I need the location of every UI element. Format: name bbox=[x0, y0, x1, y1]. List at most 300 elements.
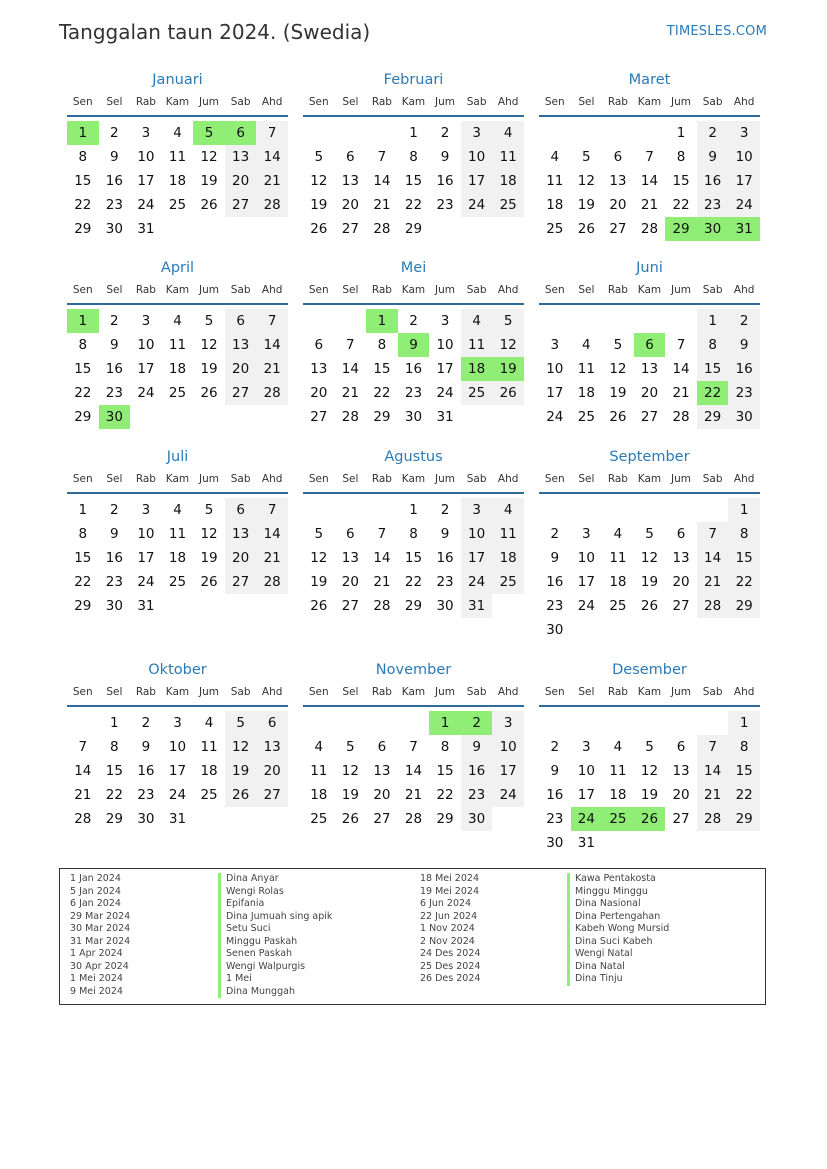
day-cell: 21 bbox=[404, 787, 423, 803]
day-cell: 2 bbox=[739, 313, 749, 329]
day-cell: 12 bbox=[200, 526, 218, 542]
weekday-header: Sen bbox=[72, 686, 93, 698]
weekday-header: Sen bbox=[308, 96, 329, 108]
day-cell: 20 bbox=[672, 574, 690, 590]
day-cell: 21 bbox=[373, 574, 391, 590]
day-cell: 13 bbox=[341, 173, 359, 189]
weekday-header: Ahd bbox=[261, 96, 283, 108]
weekday-header: Sen bbox=[72, 473, 93, 485]
day-cell: 30 bbox=[404, 409, 423, 425]
month-header-rule bbox=[303, 492, 524, 494]
weekday-header: Sab bbox=[702, 96, 723, 108]
weekday-header: Ahd bbox=[261, 473, 283, 485]
legend-date: 2 Nov 2024 bbox=[420, 935, 475, 947]
day-cell: 28 bbox=[672, 409, 690, 425]
legend-date: 24 Des 2024 bbox=[420, 948, 481, 959]
day-cell: 24 bbox=[468, 574, 486, 590]
day-cell: 14 bbox=[404, 763, 423, 779]
legend-holiday-name: Wengi Natal bbox=[567, 948, 669, 961]
day-cell: 24 bbox=[436, 385, 454, 401]
day-cell: 14 bbox=[341, 361, 359, 377]
day-cell: 8 bbox=[78, 526, 88, 542]
legend-holiday-name: Wengi Rolas bbox=[218, 886, 332, 899]
day-cell: 28 bbox=[373, 598, 391, 614]
day-cell: 13 bbox=[232, 526, 250, 542]
day-cell: 10 bbox=[735, 149, 753, 165]
holiday-day-cell: 1 bbox=[67, 121, 99, 145]
day-cell: 10 bbox=[468, 526, 486, 542]
weekday-header: Jum bbox=[199, 473, 220, 485]
legend-holiday-name: Dina Pertengahan bbox=[567, 911, 669, 924]
legend-date: 18 Mei 2024 bbox=[420, 873, 479, 884]
day-cell: 12 bbox=[609, 361, 627, 377]
day-cell: 19 bbox=[200, 550, 218, 566]
day-cell: 9 bbox=[440, 149, 450, 165]
day-cell: 25 bbox=[499, 197, 517, 213]
day-cell: 5 bbox=[645, 739, 654, 755]
day-cell: 8 bbox=[676, 149, 686, 165]
legend-date: 22 Jun 2024 bbox=[420, 910, 478, 922]
day-cell: 1 bbox=[409, 125, 418, 141]
day-cell: 2 bbox=[110, 125, 119, 141]
day-cell: 19 bbox=[310, 574, 328, 590]
day-cell: 6 bbox=[346, 149, 355, 165]
day-cell: 4 bbox=[173, 125, 182, 141]
month-name: Maret bbox=[628, 72, 671, 88]
holiday-day-cell: 2 bbox=[461, 711, 493, 735]
day-cell: 3 bbox=[173, 715, 182, 731]
day-cell: 8 bbox=[739, 739, 749, 755]
day-cell: 5 bbox=[314, 526, 324, 542]
day-cell: 3 bbox=[472, 502, 481, 518]
day-cell: 23 bbox=[436, 574, 454, 590]
day-cell: 28 bbox=[263, 385, 281, 401]
day-cell: 26 bbox=[499, 385, 517, 401]
day-cell: 16 bbox=[137, 763, 155, 779]
day-cell: 11 bbox=[609, 550, 627, 566]
day-cell: 21 bbox=[704, 787, 722, 803]
weekday-header: Ahd bbox=[261, 686, 283, 698]
day-cell: 13 bbox=[263, 739, 281, 755]
day-cell: 14 bbox=[74, 763, 92, 779]
day-cell: 7 bbox=[645, 149, 654, 165]
day-cell: 30 bbox=[105, 598, 123, 614]
day-cell: 4 bbox=[472, 313, 481, 329]
day-cell: 4 bbox=[314, 739, 324, 755]
day-cell: 2 bbox=[440, 502, 450, 518]
day-cell: 12 bbox=[341, 763, 359, 779]
day-cell: 29 bbox=[404, 221, 423, 237]
day-cell: 15 bbox=[404, 173, 423, 189]
day-cell: 20 bbox=[310, 385, 328, 401]
month-header-rule bbox=[303, 705, 524, 707]
day-cell: 11 bbox=[168, 526, 187, 542]
weekday-header: Sab bbox=[702, 686, 723, 698]
day-cell: 1 bbox=[739, 502, 749, 518]
day-cell: 17 bbox=[468, 550, 486, 566]
day-cell: 19 bbox=[640, 574, 659, 590]
day-cell: 23 bbox=[546, 598, 564, 614]
day-cell: 19 bbox=[200, 361, 218, 377]
weekday-header: Sel bbox=[342, 686, 359, 698]
day-cell: 29 bbox=[74, 221, 92, 237]
day-cell: 6 bbox=[676, 526, 686, 542]
day-cell: 9 bbox=[550, 550, 560, 566]
day-cell: 24 bbox=[137, 385, 155, 401]
day-cell: 20 bbox=[672, 787, 690, 803]
weekday-header: Kam bbox=[637, 284, 662, 296]
weekday-header: Sel bbox=[578, 96, 595, 108]
day-cell: 5 bbox=[204, 313, 214, 329]
day-cell: 8 bbox=[409, 149, 418, 165]
day-cell: 29 bbox=[436, 811, 454, 827]
day-cell: 20 bbox=[640, 385, 659, 401]
weekday-header: Ahd bbox=[733, 96, 755, 108]
day-cell: 7 bbox=[708, 526, 717, 542]
brand-link[interactable]: TIMESLES.COM bbox=[666, 24, 767, 39]
day-cell: 20 bbox=[373, 787, 391, 803]
month-header-rule bbox=[303, 115, 524, 117]
day-cell: 28 bbox=[704, 598, 722, 614]
day-cell: 18 bbox=[609, 574, 627, 590]
legend-holiday-name: Setu Suci bbox=[218, 923, 332, 936]
day-cell: 18 bbox=[577, 385, 595, 401]
weekday-header: Sel bbox=[106, 96, 123, 108]
day-cell: 23 bbox=[546, 811, 564, 827]
day-cell: 20 bbox=[341, 197, 359, 213]
day-cell: 7 bbox=[267, 313, 277, 329]
day-cell: 12 bbox=[310, 173, 328, 189]
day-cell: 24 bbox=[468, 197, 486, 213]
legend-holiday-name: Minggu Paskah bbox=[218, 936, 332, 949]
month-header-rule bbox=[303, 303, 524, 305]
day-cell: 27 bbox=[232, 574, 250, 590]
day-cell: 25 bbox=[499, 574, 517, 590]
legend-date: 1 Jan 2024 bbox=[70, 873, 121, 884]
day-cell: 22 bbox=[105, 787, 123, 803]
day-cell: 5 bbox=[314, 149, 324, 165]
day-cell: 24 bbox=[137, 574, 155, 590]
day-cell: 16 bbox=[436, 550, 454, 566]
day-cell: 29 bbox=[74, 409, 92, 425]
day-cell: 5 bbox=[582, 149, 591, 165]
weekday-header: Sen bbox=[308, 284, 329, 296]
weekday-header: Jum bbox=[199, 96, 220, 108]
legend-date: 1 Nov 2024 bbox=[420, 923, 475, 934]
day-cell: 6 bbox=[377, 739, 387, 755]
day-cell: 10 bbox=[577, 763, 595, 779]
month-name: September bbox=[609, 449, 690, 465]
day-cell: 22 bbox=[672, 197, 690, 213]
day-cell: 21 bbox=[341, 385, 359, 401]
day-cell: 30 bbox=[436, 598, 454, 614]
holiday-day-cell: 1 bbox=[429, 711, 461, 735]
day-cell: 26 bbox=[640, 598, 659, 614]
day-cell: 3 bbox=[503, 715, 513, 731]
day-cell: 22 bbox=[373, 385, 391, 401]
month-name: Agustus bbox=[384, 449, 443, 465]
weekday-header: Sen bbox=[544, 686, 565, 698]
day-cell: 20 bbox=[263, 763, 281, 779]
day-cell: 13 bbox=[672, 550, 690, 566]
day-cell: 4 bbox=[582, 337, 591, 353]
holiday-day-cell: 6 bbox=[634, 333, 666, 357]
holiday-day-cell: 24 bbox=[571, 807, 603, 831]
weekday-header: Jum bbox=[199, 284, 220, 296]
day-cell: 27 bbox=[341, 598, 359, 614]
weekday-header: Kam bbox=[637, 473, 662, 485]
day-cell: 22 bbox=[436, 787, 454, 803]
day-cell: 9 bbox=[472, 739, 481, 755]
day-cell: 23 bbox=[436, 197, 454, 213]
day-cell: 13 bbox=[310, 361, 328, 377]
weekday-header: Sab bbox=[702, 473, 723, 485]
day-cell: 27 bbox=[232, 385, 250, 401]
day-cell: 29 bbox=[74, 598, 92, 614]
day-cell: 19 bbox=[341, 787, 359, 803]
day-cell: 9 bbox=[550, 763, 560, 779]
weekday-header: Sel bbox=[342, 284, 359, 296]
month-name: November bbox=[375, 662, 452, 678]
day-cell: 20 bbox=[232, 173, 250, 189]
legend-date: 6 Jun 2024 bbox=[420, 898, 472, 909]
holiday-day-cell: 1 bbox=[67, 309, 99, 333]
weekday-header: Jum bbox=[435, 473, 456, 485]
day-cell: 4 bbox=[503, 125, 513, 141]
day-cell: 30 bbox=[105, 221, 123, 237]
day-cell: 10 bbox=[168, 739, 187, 755]
day-cell: 23 bbox=[137, 787, 155, 803]
day-cell: 31 bbox=[137, 598, 155, 614]
day-cell: 23 bbox=[704, 197, 722, 213]
day-cell: 23 bbox=[404, 385, 423, 401]
day-cell: 5 bbox=[346, 739, 355, 755]
day-cell: 11 bbox=[168, 337, 187, 353]
day-cell: 12 bbox=[200, 337, 218, 353]
day-cell: 27 bbox=[373, 811, 391, 827]
weekday-header: Sab bbox=[230, 284, 251, 296]
legend-date: 30 Mar 2024 bbox=[70, 923, 131, 934]
day-cell: 8 bbox=[110, 739, 119, 755]
day-cell: 28 bbox=[341, 409, 359, 425]
day-cell: 5 bbox=[204, 502, 214, 518]
weekday-header: Kam bbox=[165, 686, 190, 698]
month-name: Juli bbox=[166, 449, 189, 465]
weekday-header: Rab bbox=[371, 473, 392, 485]
day-cell: 22 bbox=[404, 574, 423, 590]
month-name: Januari bbox=[152, 72, 203, 88]
day-cell: 19 bbox=[609, 385, 627, 401]
day-cell: 16 bbox=[546, 787, 564, 803]
day-cell: 22 bbox=[74, 197, 92, 213]
day-cell: 20 bbox=[609, 197, 627, 213]
day-cell: 16 bbox=[105, 173, 123, 189]
weekday-header: Kam bbox=[401, 686, 426, 698]
day-cell: 27 bbox=[232, 197, 250, 213]
weekday-header: Rab bbox=[135, 473, 156, 485]
day-cell: 18 bbox=[310, 787, 328, 803]
day-cell: 13 bbox=[373, 763, 391, 779]
holiday-day-cell: 19 bbox=[492, 357, 524, 381]
day-cell: 27 bbox=[263, 787, 281, 803]
day-cell: 15 bbox=[735, 550, 753, 566]
day-cell: 12 bbox=[577, 173, 595, 189]
day-cell: 15 bbox=[373, 361, 391, 377]
day-cell: 21 bbox=[640, 197, 659, 213]
day-cell: 5 bbox=[236, 715, 245, 731]
weekday-header: Jum bbox=[671, 686, 692, 698]
day-cell: 4 bbox=[613, 739, 623, 755]
day-cell: 4 bbox=[503, 502, 513, 518]
day-cell: 1 bbox=[409, 502, 418, 518]
day-cell: 6 bbox=[236, 313, 245, 329]
day-cell: 4 bbox=[204, 715, 214, 731]
day-cell: 3 bbox=[550, 337, 560, 353]
day-cell: 12 bbox=[200, 149, 218, 165]
weekday-header: Jum bbox=[435, 284, 456, 296]
day-cell: 28 bbox=[640, 221, 659, 237]
day-cell: 21 bbox=[704, 574, 722, 590]
day-cell: 8 bbox=[78, 149, 88, 165]
legend-date: 5 Jan 2024 bbox=[70, 885, 121, 897]
day-cell: 9 bbox=[141, 739, 151, 755]
day-cell: 13 bbox=[609, 173, 627, 189]
day-cell: 17 bbox=[577, 574, 595, 590]
day-cell: 6 bbox=[676, 739, 686, 755]
day-cell: 2 bbox=[110, 313, 119, 329]
day-cell: 15 bbox=[105, 763, 123, 779]
day-cell: 14 bbox=[373, 550, 391, 566]
day-cell: 28 bbox=[704, 811, 722, 827]
day-cell: 15 bbox=[704, 361, 722, 377]
day-cell: 26 bbox=[310, 598, 328, 614]
day-cell: 21 bbox=[263, 550, 281, 566]
month-header-rule bbox=[67, 115, 288, 117]
day-cell: 30 bbox=[546, 622, 564, 638]
day-cell: 17 bbox=[137, 361, 155, 377]
day-cell: 3 bbox=[739, 125, 749, 141]
day-cell: 10 bbox=[137, 337, 155, 353]
day-cell: 31 bbox=[577, 835, 595, 851]
day-cell: 26 bbox=[200, 574, 218, 590]
day-cell: 2 bbox=[708, 125, 717, 141]
legend-date: 1 Mei 2024 bbox=[70, 973, 123, 984]
day-cell: 15 bbox=[74, 173, 92, 189]
day-cell: 7 bbox=[377, 526, 387, 542]
day-cell: 17 bbox=[546, 385, 564, 401]
day-cell: 14 bbox=[704, 763, 722, 779]
day-cell: 13 bbox=[232, 149, 250, 165]
day-cell: 31 bbox=[468, 598, 486, 614]
holiday-day-cell: 26 bbox=[634, 807, 666, 831]
weekday-header: Sel bbox=[106, 284, 123, 296]
day-cell: 22 bbox=[404, 197, 423, 213]
day-cell: 11 bbox=[499, 149, 517, 165]
day-cell: 19 bbox=[640, 787, 659, 803]
day-cell: 27 bbox=[672, 811, 690, 827]
legend-date: 26 Des 2024 bbox=[420, 973, 481, 984]
day-cell: 29 bbox=[704, 409, 722, 425]
legend-holiday-name: Dina Natal bbox=[567, 961, 669, 974]
day-cell: 20 bbox=[232, 361, 250, 377]
day-cell: 10 bbox=[137, 526, 155, 542]
day-cell: 18 bbox=[499, 550, 517, 566]
day-cell: 1 bbox=[739, 715, 749, 731]
holiday-day-cell: 30 bbox=[99, 405, 131, 429]
day-cell: 7 bbox=[267, 502, 277, 518]
weekday-header: Rab bbox=[135, 686, 156, 698]
legend-holiday-name: Dina Suci Kabeh bbox=[567, 936, 669, 949]
day-cell: 24 bbox=[137, 197, 155, 213]
weekday-header: Sab bbox=[466, 96, 487, 108]
day-cell: 25 bbox=[168, 197, 187, 213]
day-cell: 10 bbox=[436, 337, 454, 353]
day-cell: 18 bbox=[499, 173, 517, 189]
holiday-day-cell: 9 bbox=[398, 333, 430, 357]
day-cell: 14 bbox=[263, 149, 281, 165]
day-cell: 1 bbox=[78, 502, 88, 518]
day-cell: 17 bbox=[168, 763, 187, 779]
day-cell: 17 bbox=[499, 763, 517, 779]
weekday-header: Sen bbox=[308, 473, 329, 485]
day-cell: 18 bbox=[609, 787, 627, 803]
month-header-rule bbox=[539, 115, 760, 117]
day-cell: 15 bbox=[735, 763, 753, 779]
day-cell: 21 bbox=[74, 787, 92, 803]
weekday-header: Jum bbox=[671, 284, 692, 296]
legend-holiday-name: Kabeh Wong Mursid bbox=[567, 923, 669, 936]
weekday-header: Kam bbox=[637, 96, 662, 108]
weekday-header: Ahd bbox=[733, 473, 755, 485]
day-cell: 7 bbox=[409, 739, 418, 755]
day-cell: 23 bbox=[468, 787, 486, 803]
day-cell: 25 bbox=[310, 811, 328, 827]
day-cell: 8 bbox=[78, 337, 88, 353]
day-cell: 7 bbox=[78, 739, 88, 755]
day-cell: 8 bbox=[739, 526, 749, 542]
legend-date: 30 Apr 2024 bbox=[70, 960, 129, 972]
day-cell: 26 bbox=[310, 221, 328, 237]
legend-holiday-name: Dina Jumuah sing apik bbox=[218, 911, 332, 924]
weekday-header: Jum bbox=[435, 96, 456, 108]
day-cell: 21 bbox=[373, 197, 391, 213]
day-cell: 22 bbox=[74, 574, 92, 590]
day-cell: 12 bbox=[640, 550, 659, 566]
day-cell: 31 bbox=[137, 221, 155, 237]
weekday-header: Rab bbox=[371, 96, 392, 108]
legend-holiday-name: Epifania bbox=[218, 898, 332, 911]
weekday-header: Ahd bbox=[733, 284, 755, 296]
day-cell: 7 bbox=[267, 125, 277, 141]
legend-dates-column-2 bbox=[420, 873, 480, 986]
weekday-header: Sel bbox=[106, 686, 123, 698]
day-cell: 27 bbox=[640, 409, 659, 425]
day-cell: 3 bbox=[141, 125, 151, 141]
day-cell: 25 bbox=[200, 787, 218, 803]
weekday-header: Rab bbox=[607, 686, 628, 698]
day-cell: 16 bbox=[468, 763, 486, 779]
day-cell: 12 bbox=[232, 739, 250, 755]
day-cell: 13 bbox=[341, 550, 359, 566]
day-cell: 25 bbox=[168, 574, 187, 590]
month-name: April bbox=[160, 260, 195, 276]
day-cell: 9 bbox=[708, 149, 717, 165]
month-header-rule bbox=[67, 705, 288, 707]
day-cell: 16 bbox=[404, 361, 423, 377]
holiday-day-cell: 5 bbox=[193, 121, 225, 145]
weekday-header: Ahd bbox=[497, 686, 519, 698]
day-cell: 6 bbox=[613, 149, 623, 165]
